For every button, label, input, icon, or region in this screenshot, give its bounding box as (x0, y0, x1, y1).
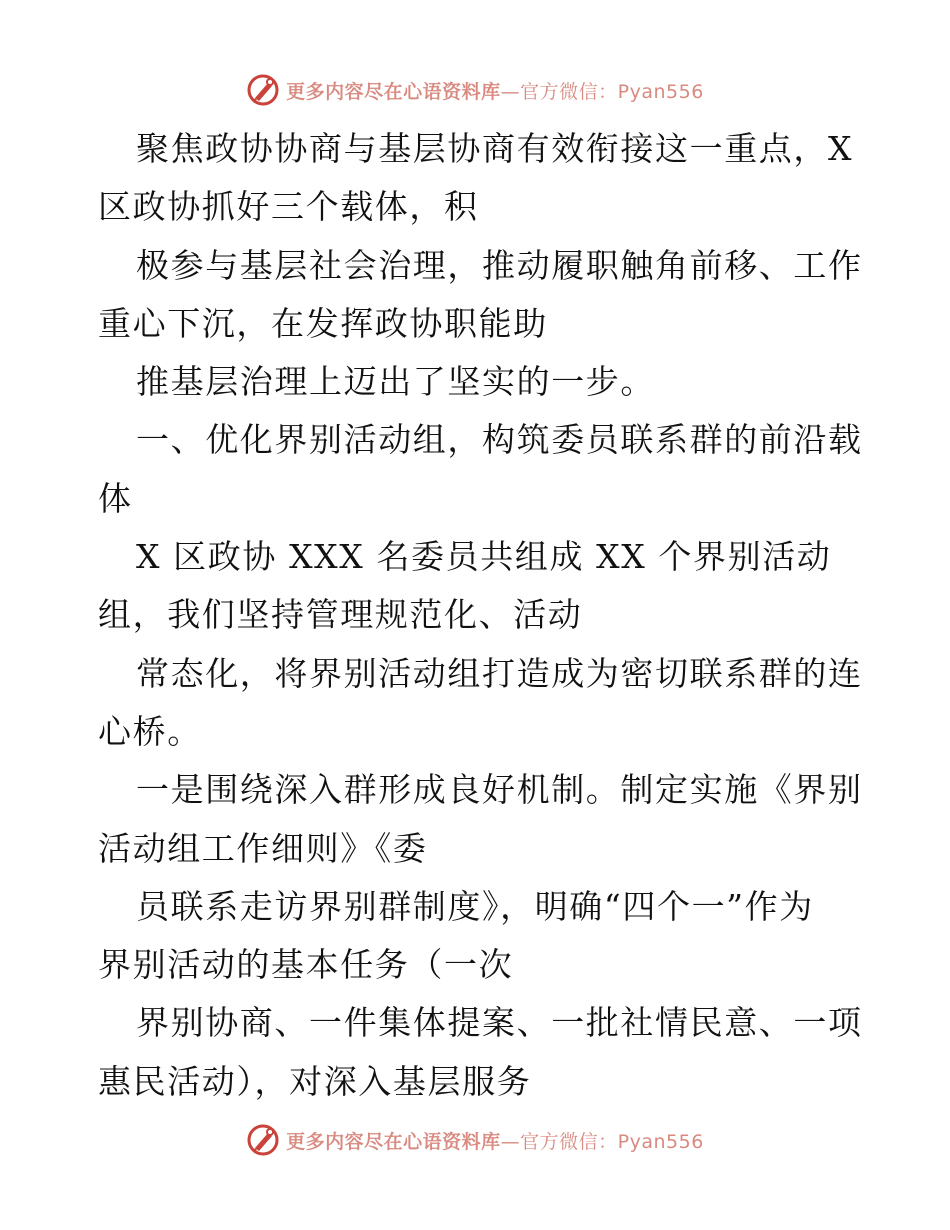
watermark-text (286, 77, 704, 104)
text-line: 推基层治理上迈出了坚实的一步。 (136, 362, 655, 402)
header-watermark (0, 70, 950, 110)
text-line: 界别协商、一件集体提案、一批社情民意、一项 (136, 1003, 863, 1043)
watermark-wechat: 官方微信：Pyan556 (520, 1130, 704, 1153)
text-line: 惠民活动），对深入基层服务 (98, 1061, 532, 1101)
watermark-brand: 更多内容尽在心语资料库 (286, 1130, 501, 1153)
text-line: 界别活动的基本任务（一次 (98, 945, 514, 985)
watermark-dash: — (500, 1130, 521, 1153)
section-heading: 一、优化界别活动组，构筑委员联系群的前沿载 (136, 420, 863, 460)
footer-watermark (0, 1120, 950, 1160)
text-line: 员联系走访界别群制度》，明确“四个一”作为 (136, 886, 814, 926)
document-body (98, 120, 863, 1111)
text-line: 一是围绕深入群形成良好机制。制定实施《界别 (136, 770, 863, 810)
watermark-text (286, 1127, 704, 1154)
text-line: 聚焦政协协商与基层协商有效衔接这一重点，X (136, 129, 854, 168)
text-line: 心桥。 (98, 711, 202, 751)
text-line: 活动组工作细则》《委 (98, 828, 428, 868)
pen-logo-icon (246, 1123, 280, 1157)
pen-logo-icon (246, 73, 280, 107)
text-line: 极参与基层社会治理，推动履职触角前移、工作 (136, 245, 863, 285)
text-line: 区政协抓好三个载体，积 (98, 187, 479, 227)
text-line: X 区政协 XXX 名委员共组成 XX 个界别活动 (136, 537, 832, 577)
text-line: 组，我们坚持管理规范化、活动 (98, 595, 583, 635)
watermark-dash: — (500, 80, 521, 103)
section-heading-continued: 体 (98, 478, 133, 518)
text-line: 常态化，将界别活动组打造成为密切联系群的连 (136, 653, 863, 693)
watermark-wechat: 官方微信：Pyan556 (520, 80, 704, 103)
text-line: 重心下沉，在发挥政协职能助 (98, 303, 548, 343)
watermark-brand: 更多内容尽在心语资料库 (286, 80, 501, 103)
